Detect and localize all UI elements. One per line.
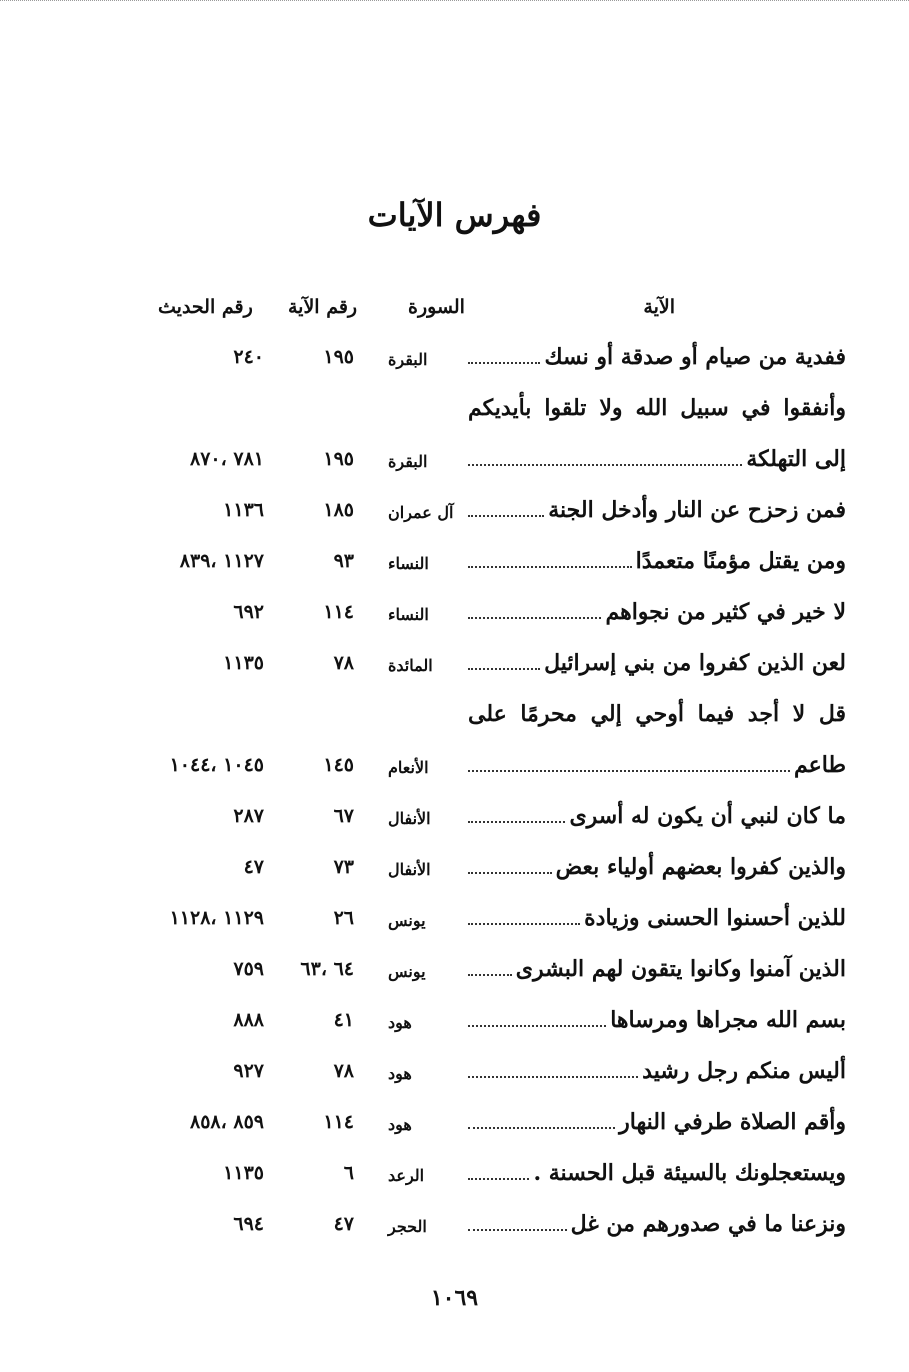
table-row [0, 438, 909, 489]
index-table [0, 336, 909, 1254]
leader-dots [468, 972, 512, 976]
table-row [0, 1101, 909, 1152]
header-hadith-number: رقم الحديث [158, 296, 253, 318]
verse-cell [466, 546, 846, 576]
leader-dots [468, 870, 552, 874]
verse-cell [466, 801, 846, 831]
verse-text: ففدية من صيام أو صدقة أو نسك [544, 344, 846, 370]
surah-cell: الأنعام [388, 758, 429, 777]
hadith-number-cell: ١١٢٩ ،١١٢٨ [169, 907, 264, 929]
ayah-number-cell: ٤٧ [333, 1213, 354, 1235]
verse-cell [466, 1107, 846, 1137]
header-ayah-number: رقم الآية [288, 296, 358, 318]
verse-cell [466, 852, 846, 882]
hadith-number-cell: ١١٣٥ [223, 1162, 264, 1184]
verse-cell [466, 699, 846, 729]
verse-text: لعن الذين كفروا من بني إسرائيل [544, 650, 846, 676]
table-row [0, 999, 909, 1050]
leader-dots [468, 819, 565, 823]
leader-dots [468, 513, 544, 517]
hadith-number-cell: ٦٩٢ [233, 601, 264, 623]
surah-cell: هود [388, 1013, 412, 1032]
table-row [0, 897, 909, 948]
table-row [0, 1152, 909, 1203]
verse-cell [466, 1056, 846, 1086]
leader-dots [468, 360, 540, 364]
leader-dots [468, 1176, 529, 1180]
verse-text: ما كان لنبي أن يكون له أسرى [569, 803, 846, 829]
surah-cell: الأنفال [388, 860, 431, 879]
verse-text: ومن يقتل مؤمنًا متعمدًا [635, 548, 846, 574]
hadith-number-cell: ٤٧ [243, 856, 264, 878]
verse-cell [466, 597, 846, 627]
surah-cell: آل عمران [388, 503, 454, 522]
hadith-number-cell: ١١٣٦ [223, 499, 264, 521]
ayah-number-cell: ٦ [343, 1162, 354, 1184]
verse-cell [466, 648, 846, 678]
header-surah: السورة [408, 296, 465, 318]
leader-dots [468, 666, 540, 670]
verse-text: طاعم [794, 752, 846, 778]
hadith-number-cell: ١٠٤٥ ،١٠٤٤ [169, 754, 264, 776]
hadith-number-cell: ٦٩٤ [233, 1213, 264, 1235]
surah-cell: المائدة [388, 656, 433, 675]
verse-cell [466, 495, 846, 525]
verse-text: للذين أحسنوا الحسنى وزيادة [584, 905, 846, 931]
page-title: فهرس الآيات [367, 196, 542, 234]
verse-cell [466, 393, 846, 423]
verse-text: وأنفقوا في سبيل الله ولا تلقوا بأيديكم [468, 395, 846, 421]
verse-text: وأقم الصلاة طرفي النهار [619, 1109, 846, 1135]
leader-dots [468, 615, 601, 619]
ayah-number-cell: ١١٤ [323, 1111, 354, 1133]
ayah-number-cell: ٧٣ [333, 856, 354, 878]
surah-cell: يونس [388, 962, 426, 981]
surah-cell: يونس [388, 911, 426, 930]
table-row [0, 336, 909, 387]
verse-cell [466, 1209, 846, 1239]
surah-cell: البقرة [388, 452, 428, 471]
ayah-number-cell: ٤١ [333, 1009, 354, 1031]
ayah-number-cell: ٦٤ ،٦٣ [300, 958, 354, 980]
table-row [0, 540, 909, 591]
hadith-number-cell: ٧٨١ ،٨٧٠ [190, 448, 264, 470]
page-top-border [0, 0, 909, 3]
surah-cell: النساء [388, 554, 429, 573]
hadith-number-cell: ٢٨٧ [233, 805, 264, 827]
table-row [0, 591, 909, 642]
ayah-number-cell: ٧٨ [333, 1060, 354, 1082]
table-row [0, 642, 909, 693]
table-row [0, 1203, 909, 1254]
surah-cell: هود [388, 1064, 412, 1083]
table-row [0, 846, 909, 897]
table-row [0, 387, 909, 438]
verse-cell [466, 750, 846, 780]
leader-dots [468, 462, 742, 466]
table-row [0, 948, 909, 999]
ayah-number-cell: ٧٨ [333, 652, 354, 674]
verse-text: لا خير في كثير من نجواهم [605, 599, 846, 625]
ayah-number-cell: ١٩٥ [323, 346, 354, 368]
hadith-number-cell: ٧٥٩ [233, 958, 264, 980]
hadith-number-cell: ٨٨٨ [233, 1009, 264, 1031]
leader-dots [468, 1125, 615, 1129]
hadith-number-cell: ١١٢٧ ،٨٣٩ [179, 550, 264, 572]
verse-cell [466, 1158, 846, 1188]
surah-cell: الرعد [388, 1166, 425, 1185]
header-verse: الآية [643, 296, 675, 318]
ayah-number-cell: ١١٤ [323, 601, 354, 623]
surah-cell: الأنفال [388, 809, 431, 828]
verse-text: ونزعنا ما في صدورهم من غل [570, 1211, 846, 1237]
ayah-number-cell: ٩٣ [333, 550, 354, 572]
table-row [0, 1050, 909, 1101]
verse-cell [466, 342, 846, 372]
verse-text: الذين آمنوا وكانوا يتقون لهم البشرى [515, 956, 846, 982]
verse-text: ويستعجلونك بالسيئة قبل الحسنة . [533, 1160, 846, 1186]
leader-dots [468, 921, 580, 925]
ayah-number-cell: ١٤٥ [323, 754, 354, 776]
leader-dots [468, 564, 632, 568]
table-row [0, 489, 909, 540]
ayah-number-cell: ١٨٥ [323, 499, 354, 521]
verse-cell [466, 954, 846, 984]
leader-dots [468, 1227, 567, 1231]
table-row [0, 744, 909, 795]
page-number: ١٠٦٩ [430, 1285, 479, 1311]
verse-text: إلى التهلكة [746, 446, 846, 472]
leader-dots [468, 768, 790, 772]
verse-text: أليس منكم رجل رشيد [642, 1058, 846, 1084]
surah-cell: النساء [388, 605, 429, 624]
surah-cell: البقرة [388, 350, 428, 369]
hadith-number-cell: ٩٢٧ [233, 1060, 264, 1082]
table-row [0, 795, 909, 846]
hadith-number-cell: ٢٤٠ [233, 346, 264, 368]
verse-text: قل لا أجد فيما أوحي إلي محرمًا على [468, 701, 847, 727]
surah-cell: الحجر [388, 1217, 427, 1236]
hadith-number-cell: ٨٥٩ ،٨٥٨ [190, 1111, 264, 1133]
table-row [0, 693, 909, 744]
verse-cell [466, 1005, 846, 1035]
ayah-number-cell: ٦٧ [333, 805, 354, 827]
surah-cell: هود [388, 1115, 412, 1134]
ayah-number-cell: ١٩٥ [323, 448, 354, 470]
hadith-number-cell: ١١٣٥ [223, 652, 264, 674]
leader-dots [468, 1074, 638, 1078]
ayah-number-cell: ٢٦ [333, 907, 354, 929]
verse-text: فمن زحزح عن النار وأدخل الجنة [548, 497, 846, 523]
verse-cell [466, 444, 846, 474]
verse-text: بسم الله مجراها ومرساها [610, 1007, 846, 1033]
verse-cell [466, 903, 846, 933]
verse-text: والذين كفروا بعضهم أولياء بعض [555, 854, 846, 880]
leader-dots [468, 1023, 606, 1027]
